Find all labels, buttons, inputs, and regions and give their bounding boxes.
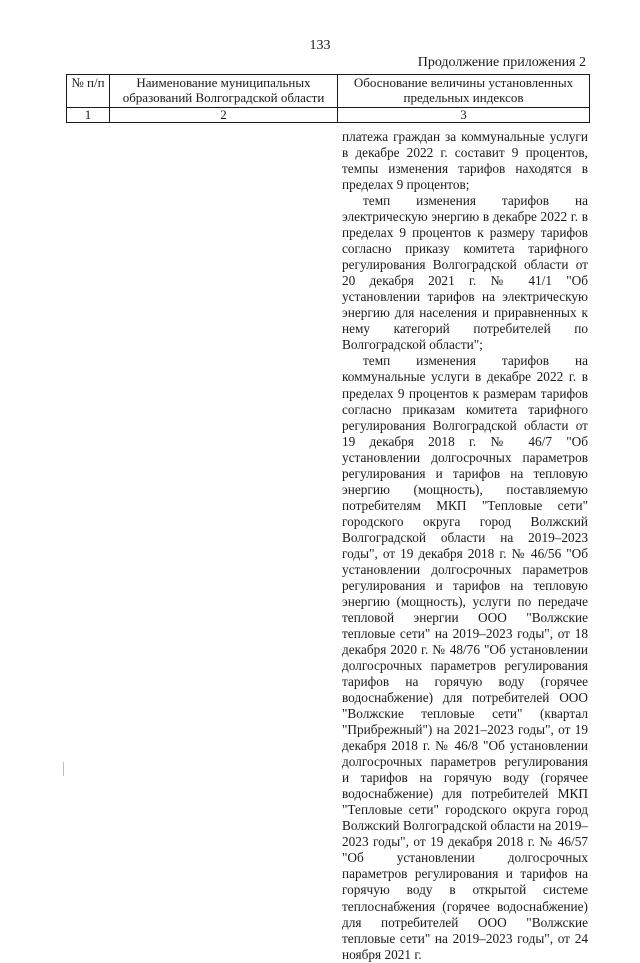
- column-number-2: 2: [110, 108, 338, 123]
- table-header-row: [67, 75, 590, 108]
- continuation-label: Продолжение приложения 2: [417, 55, 586, 70]
- header-table: [66, 74, 590, 123]
- column-number-1: 1: [67, 108, 110, 123]
- paragraph-electricity: темп изменения тарифов на электрическую энергию в декабре 2022 г. в пределах 9 процентов к размеру тарифов согласно приказу комитета тарифного регулирования Волгоградской области от 20 декабря 2021 г. № 41/1 "Об установлении тарифов на электрическую энергию для населения и приравненных к нему категорий потребителей по Волгоградской области";: [342, 193, 588, 353]
- table-column-numbers-row: [67, 108, 590, 123]
- scan-edge-mark: [63, 762, 64, 776]
- justification-text: [342, 129, 588, 963]
- header-municipality: Наименование муниципальных образований Волгоградской области: [110, 75, 338, 108]
- paragraph-utilities: темп изменения тарифов на коммунальные услуги в декабре 2022 г. в пределах 9 процентов к размерам тарифов согласно приказам комитета тарифного регулирования Волгоградской области от 19 декабря 2018 г. № 46/7 "Об установлении долгосрочных параметров регулирования и тарифов на тепловую энергию (мощность), поставляемую потребителям МКП "Тепловые сети" городского округа город Волжский Волгоградской области на 2019–2023 годы", от 19 декабря 2018 г. № 46/56 "Об установлении долгосрочных параметров регулирования и тарифов на тепловую энергию (мощность), услуги по передаче тепловой энергии ООО "Волжские тепловые сети" на 2019–2023 годы", от 18 декабря 2020 г. № 48/76 "Об установлении долгосрочных параметров регулирования тарифов на горячую воду (горячее водоснабжение) для потребителей ООО "Волжские тепловые сети" (квартал "Прибрежный") на 2021–2023 годы", от 19 декабря 2018 г. № 46/8 "Об установлении долгосрочных параметров регулирования и тарифов на горячую воду (горячее водоснабжение) для потребителей МКП "Тепловые сети" городского округа город Волжский Волгоградской области на 2019–2023 годы", от 19 декабря 2018 г. № 46/57 "Об установлении долгосрочных параметров регулирования и тарифов на горячую воду в открытой системе теплоснабжения (горячее водоснабжение) для потребителей ООО "Волжские тепловые сети" на 2019–2023 годы", от 24 ноября 2021 г.: [342, 353, 588, 962]
- page-number: 133: [309, 38, 331, 53]
- column-number-3: 3: [338, 108, 590, 123]
- paragraph-continuation: платежа граждан за коммунальные услуги в декабре 2022 г. составит 9 процентов, темпы изменения тарифов находятся в пределах 9 процентов;: [342, 129, 588, 193]
- header-justification: Обоснование величины установленных предельных индексов: [338, 75, 590, 108]
- header-number: № п/п: [67, 75, 110, 108]
